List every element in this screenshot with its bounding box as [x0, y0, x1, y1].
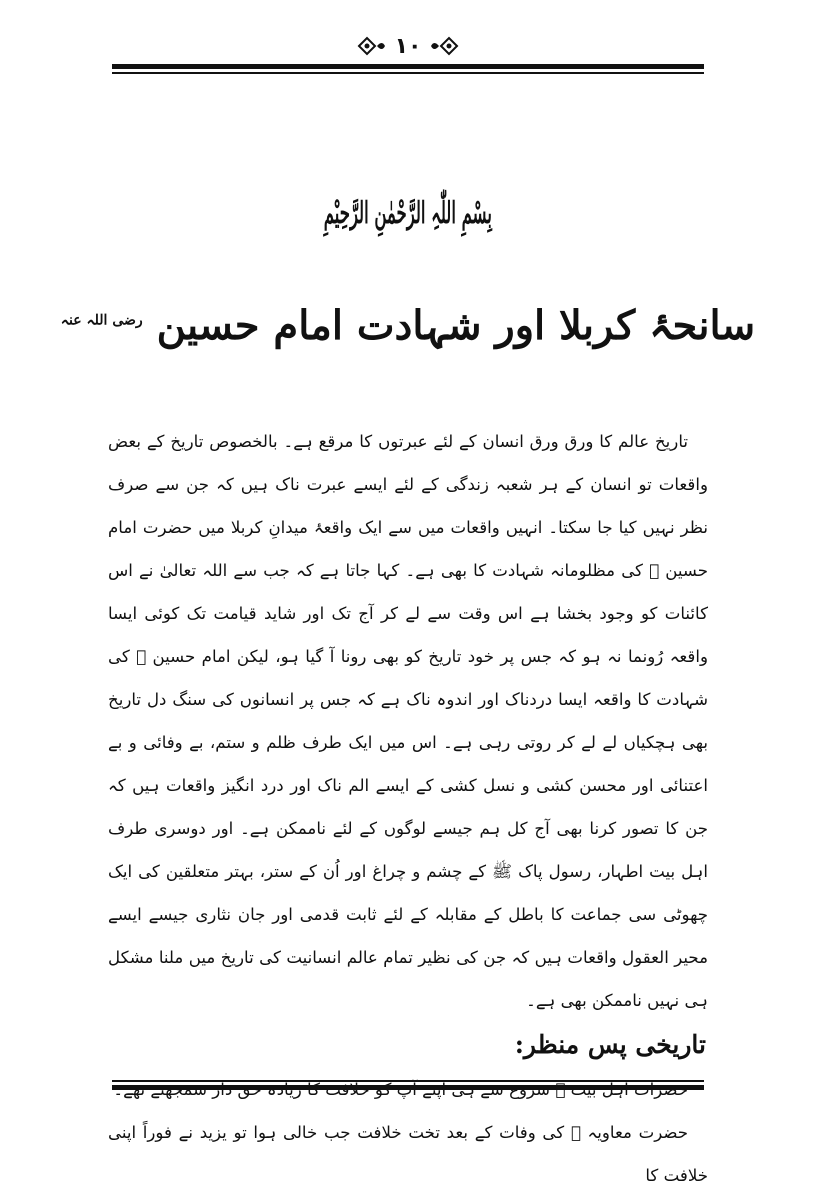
- footer-rule-thin: [112, 1080, 704, 1082]
- body-paragraph: حضرت معاویہ ﷜ کی وفات کے بعد تخت خلافت جب خالی ہوا تو یزید نے فوراً اپنی خلافت کا: [108, 1123, 708, 1185]
- page-header: [0, 28, 816, 64]
- honorific-mark: رضی اللہ عنہ: [60, 312, 143, 329]
- footer-rule-thick: [112, 1085, 704, 1090]
- chapter-title: [0, 302, 816, 349]
- page-number: ١٠: [394, 33, 422, 59]
- body-paragraph: تاریخ عالم کا ورق ورق انسان کے لئے عبرتوں کا مرقع ہے۔ بالخصوص تاریخ کے بعض واقعات تو انسان کے ہر شعبہ زندگی کے لئے ایسے عبرت ناک ہیں کہ جن سے صرف نظر نہیں کیا جا سکتا۔ انہیں واقعات میں سے ایک واقعۂ میدانِ کربلا میں حضرت امام حسین ﷜ کی مظلومانہ شہادت کا بھی ہے۔ کہا جاتا ہے کہ جب سے اللہ تعالیٰ نے اس کائنات کو وجود بخشا ہے اس وقت سے لے کر آج تک اور شاید قیامت تک کوئی ایسا واقعہ رُونما نہ ہو کہ جس پر خود تاریخ کو بھی رونا آ گیا ہو، لیکن امام حسین ﷜ کی شہادت کا واقعہ ایسا دردناک اور اندوہ ناک ہے کہ جس پر انسانوں کی سنگ دل تاریخ بھی ہچکیاں لے لے کر روتی رہی ہے۔ اس میں ایک طرف ظلم و ستم، بے وفائی و بے اعتنائی اور محسن کشی و نسل کشی کے ایسے الم ناک اور درد انگیز واقعات ہیں کہ جن کا تصور کرنا بھی آج کل ہم جیسے لوگوں کے لئے ناممکن ہے۔ اور دوسری طرف اہل بیت اطہار، رسول پاک ﷺ کے چشم و چراغ اور اُن کے ستر، بہتر متعلقین کی ایک چھوٹی سی جماعت کا باطل کے مقابلہ کے لئے ثابت قدمی اور جان نثاری جیسے ایسے محیر العقول واقعات ہیں کہ جن کی نظیر تمام عالم انسانیت کی تاریخ میں ملنا مشکل ہی نہیں ناممکن بھی ہے۔: [108, 432, 708, 1010]
- chapter-title-text: سانحۂ کربلا اور شہادت امام حسین: [156, 302, 756, 349]
- header-rule-thin: [112, 72, 704, 74]
- header-rule-thick: [112, 64, 704, 69]
- section-heading: تاریخی پس منظر:: [514, 1030, 706, 1059]
- bismillah-calligraphy: بِسْمِ اللّٰہِ الرَّحْمٰنِ الرَّحِيْمِ: [323, 196, 493, 231]
- right-ornament-icon: [429, 34, 459, 58]
- left-ornament-icon: [357, 34, 387, 58]
